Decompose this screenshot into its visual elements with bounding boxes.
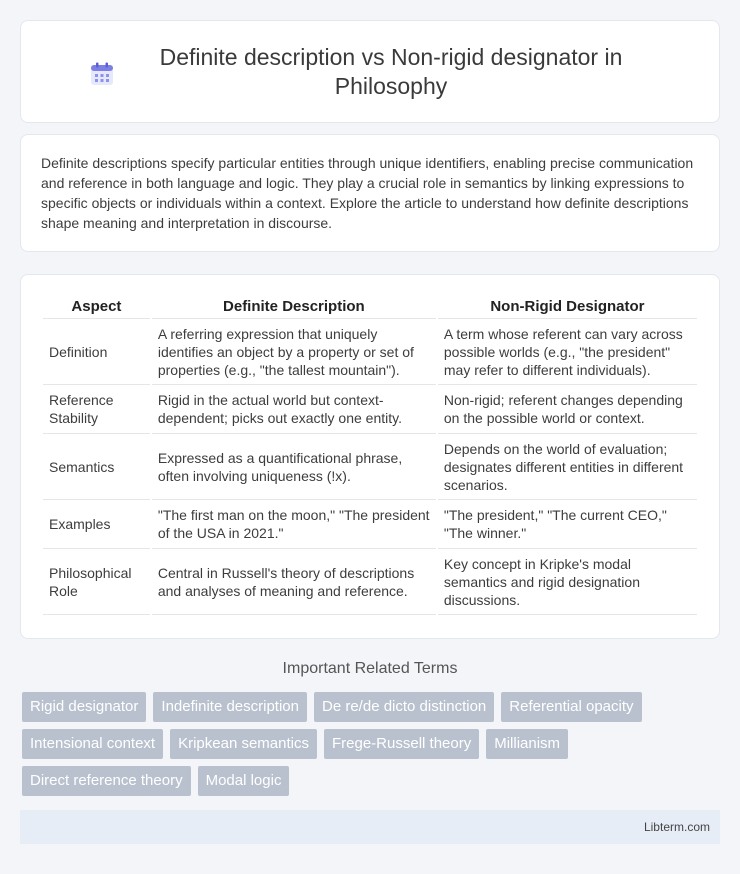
table-cell: Depends on the world of evaluation; designates different entities in different scenarios.	[438, 434, 697, 500]
table-cell: Philosophical Role	[43, 549, 150, 615]
column-header: Aspect	[43, 295, 150, 319]
table-cell: Examples	[43, 500, 150, 549]
table-row	[43, 500, 697, 549]
table-cell: A referring expression that uniquely identifies an object by a property or set of properties (e.g., "the tallest mountain").	[152, 319, 436, 385]
related-term-tag[interactable]: Indefinite description	[153, 692, 307, 722]
table-cell: Semantics	[43, 434, 150, 500]
related-term-tag[interactable]: Kripkean semantics	[170, 729, 317, 759]
related-term-tag[interactable]: Intensional context	[22, 729, 163, 759]
table-cell: Non-rigid; referent changes depending on the possible world or context.	[438, 385, 697, 434]
table-cell: Reference Stability	[43, 385, 150, 434]
intro-text: Definite descriptions specify particular entities through unique identifiers, enabling precise communication and reference in both language and logic. They play a crucial role in semantics by linking expressions to specific objects or individuals within a context. Explore the article to understand how definite descriptions shape meaning and interpretation in discourse.	[41, 155, 694, 231]
related-terms-heading: Important Related Terms	[282, 660, 458, 677]
table-cell: A term whose referent can vary across possible worlds (e.g., "the president" may refer to different individuals).	[438, 319, 697, 385]
page-title: Definite description vs Non-rigid designator in Philosophy	[159, 43, 623, 99]
table-row	[43, 319, 697, 385]
comparison-table	[41, 295, 699, 615]
comparison-table-card	[20, 274, 720, 639]
table-row	[43, 434, 697, 500]
related-term-tag[interactable]: Millianism	[486, 729, 568, 759]
calendar-icon	[89, 61, 115, 87]
table-cell: Definition	[43, 319, 150, 385]
table-cell: Expressed as a quantificational phrase, often involving uniqueness (!x).	[152, 434, 436, 500]
table-cell: Rigid in the actual world but context-dependent; picks out exactly one entity.	[152, 385, 436, 434]
title-card	[20, 20, 720, 123]
table-cell: Central in Russell's theory of descriptions and analyses of meaning and reference.	[152, 549, 436, 615]
footer	[20, 810, 720, 844]
table-cell: "The president," "The current CEO," "The winner."	[438, 500, 697, 549]
related-term-tag[interactable]: Frege-Russell theory	[324, 729, 479, 759]
table-row	[43, 385, 697, 434]
column-header: Definite Description	[152, 295, 436, 319]
related-term-tag[interactable]: Referential opacity	[501, 692, 641, 722]
table-cell: Key concept in Kripke's modal semantics and rigid designation discussions.	[438, 549, 697, 615]
related-term-tag[interactable]: Modal logic	[198, 766, 290, 796]
related-terms-list	[22, 692, 722, 796]
column-header: Non-Rigid Designator	[438, 295, 697, 319]
related-term-tag[interactable]: De re/de dicto distinction	[314, 692, 494, 722]
table-header-row	[43, 295, 697, 319]
related-term-tag[interactable]: Rigid designator	[22, 692, 146, 722]
table-row	[43, 549, 697, 615]
intro-card	[20, 134, 720, 252]
table-cell: "The first man on the moon," "The president of the USA in 2021."	[152, 500, 436, 549]
footer-site-link[interactable]: Libterm.com	[643, 820, 710, 834]
related-term-tag[interactable]: Direct reference theory	[22, 766, 191, 796]
